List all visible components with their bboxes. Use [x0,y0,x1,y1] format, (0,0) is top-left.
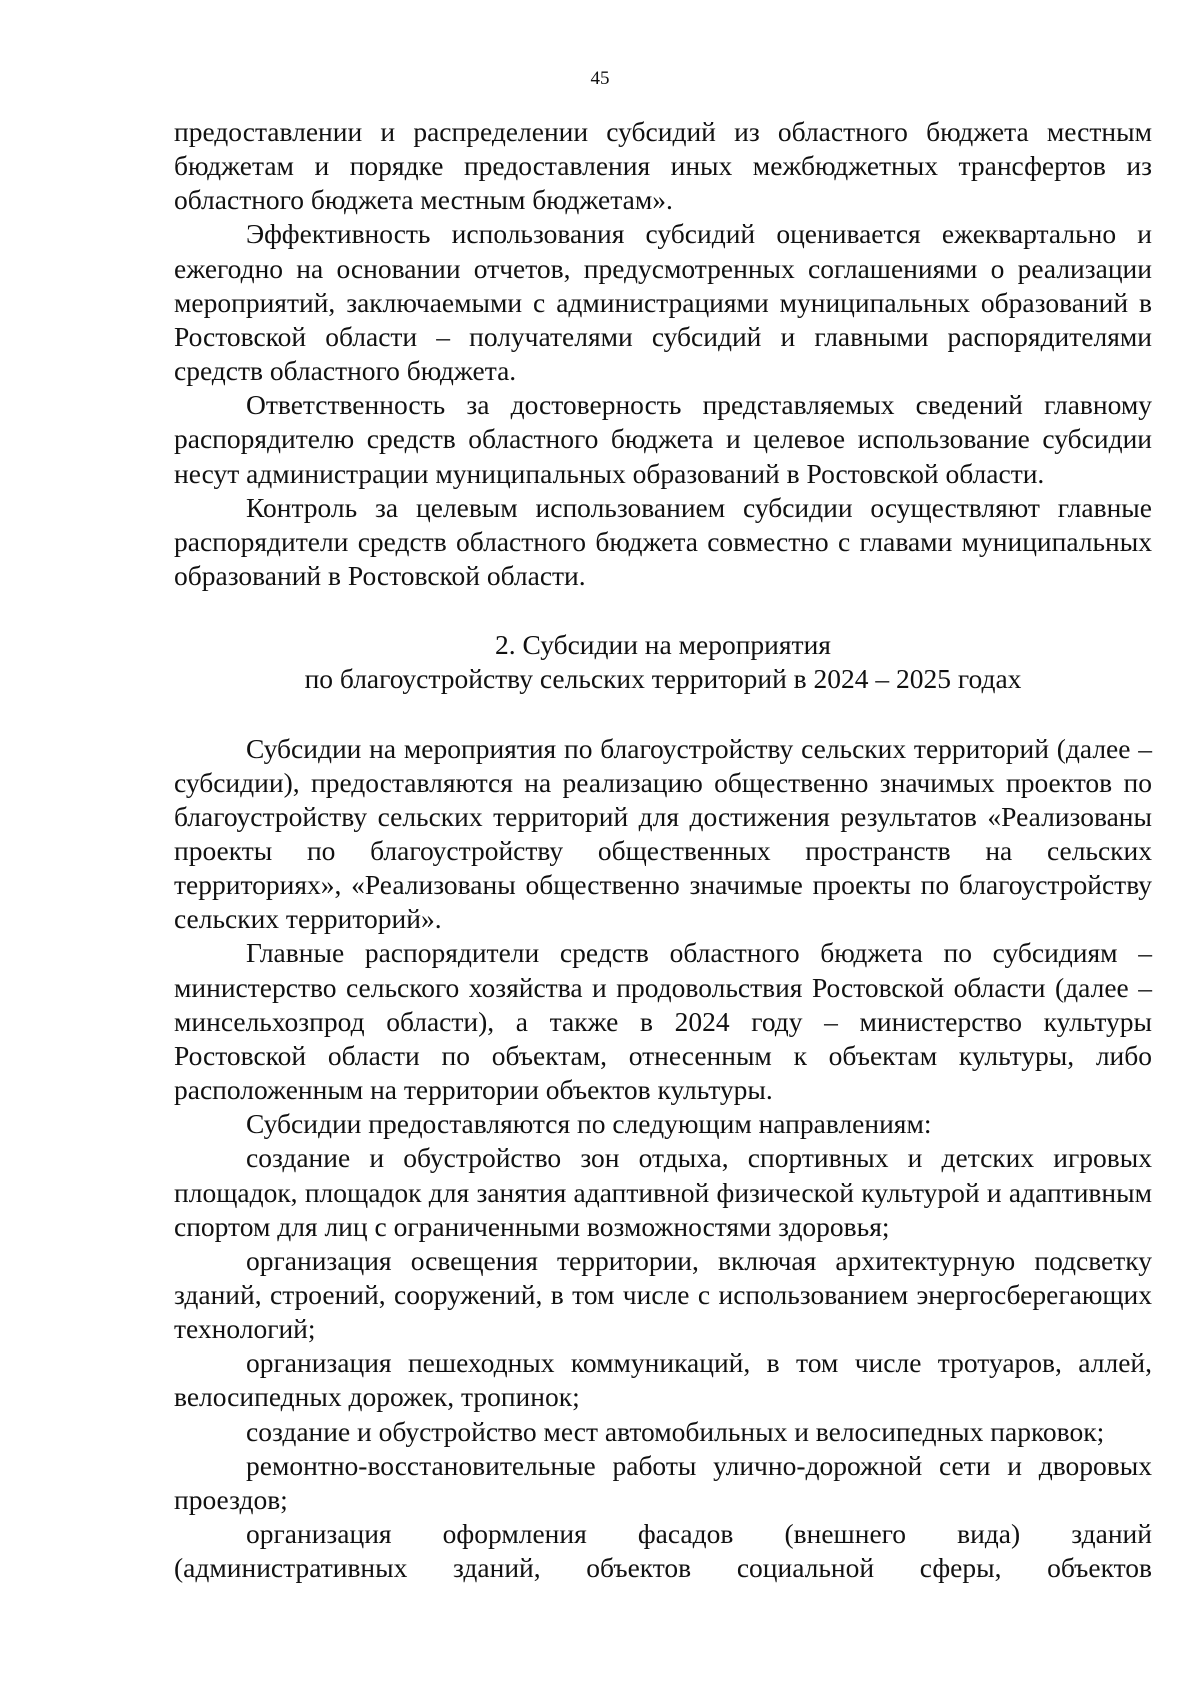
document-body [174,115,1152,1585]
list-item-facades: организация оформления фасадов (внешнего вида) зданий (административных зданий, объектов социальной сферы, объектов [174,1518,1152,1584]
list-item-road-repair: ремонтно-восстановительные работы улично-дорожной сети и дворовых проездов; [174,1449,1152,1515]
paragraph-control: Контроль за целевым использованием субсидии осуществляют главные распорядители средств областного бюджета совместно с главами муниципальных образований в Ростовской области. [174,491,1152,592]
section-heading-line-1: 2. Субсидии на мероприятия [495,629,831,661]
section-heading-line-2: по благоустройству сельских территорий в 2024 – 2025 годах [304,663,1022,695]
list-item-parking: создание и обустройство мест автомобильных и велосипедных парковок; [246,1415,1105,1447]
paragraph-directions-intro: Субсидии предоставляются по следующим направлениям: [246,1108,932,1140]
paragraph-responsibility: Ответственность за достоверность представляемых сведений главному распорядителю средств областного бюджета и целевое использование субсидии несут администрации муниципальных образований в Ростовской области. [174,389,1152,489]
section-heading [174,628,1152,696]
list-item-recreation-zones: создание и обустройство зон отдыха, спортивных и детских игровых площадок, площадок для занятия адаптивной физической культурой и адаптивным спортом для лиц с ограниченными возможностями здоровья; [174,1142,1152,1242]
page-number: 45 [590,68,610,89]
paragraph-continuation: предоставлении и распределении субсидий из областного бюджета местным бюджетам и порядке предоставления иных межбюджетных трансфертов из областного бюджета местным бюджетам». [174,116,1152,216]
paragraph-efficiency: Эффективность использования субсидий оценивается ежеквартально и ежегодно на основании отчетов, предусмотренных соглашениями о реализации мероприятий, заключаемыми с администрациями муниципальных образований в Ростовской области – получателями субсидий и главными распорядителями средств областного бюджета. [174,218,1152,387]
paragraph-main-managers: Главные распорядители средств областного бюджета по субсидиям – министерство сельского хозяйства и продовольствия Ростовской области (далее – минсельхозпрод области), а также в 2024 году – министерство культуры Ростовской области по объектам, отнесенным к объектам культуры, либо расположенным на территории объектов культуры. [174,937,1152,1106]
paragraph-subsidies-purpose: Субсидии на мероприятия по благоустройству сельских территорий (далее – субсидии), предоставляются на реализацию общественно значимых проектов по благоустройству сельских территорий для достижения результатов «Реализованы проекты по благоустройству общественных пространств на сельских территориях», «Реализованы общественно значимые проекты по благоустройству сельских территорий». [174,732,1152,935]
list-item-pedestrian: организация пешеходных коммуникаций, в том числе тротуаров, аллей, велосипедных дорожек, тропинок; [174,1347,1152,1413]
list-item-lighting: организация освещения территории, включая архитектурную подсветку зданий, строений, сооружений, в том числе с использованием энергосберегающих технологий; [174,1244,1152,1345]
